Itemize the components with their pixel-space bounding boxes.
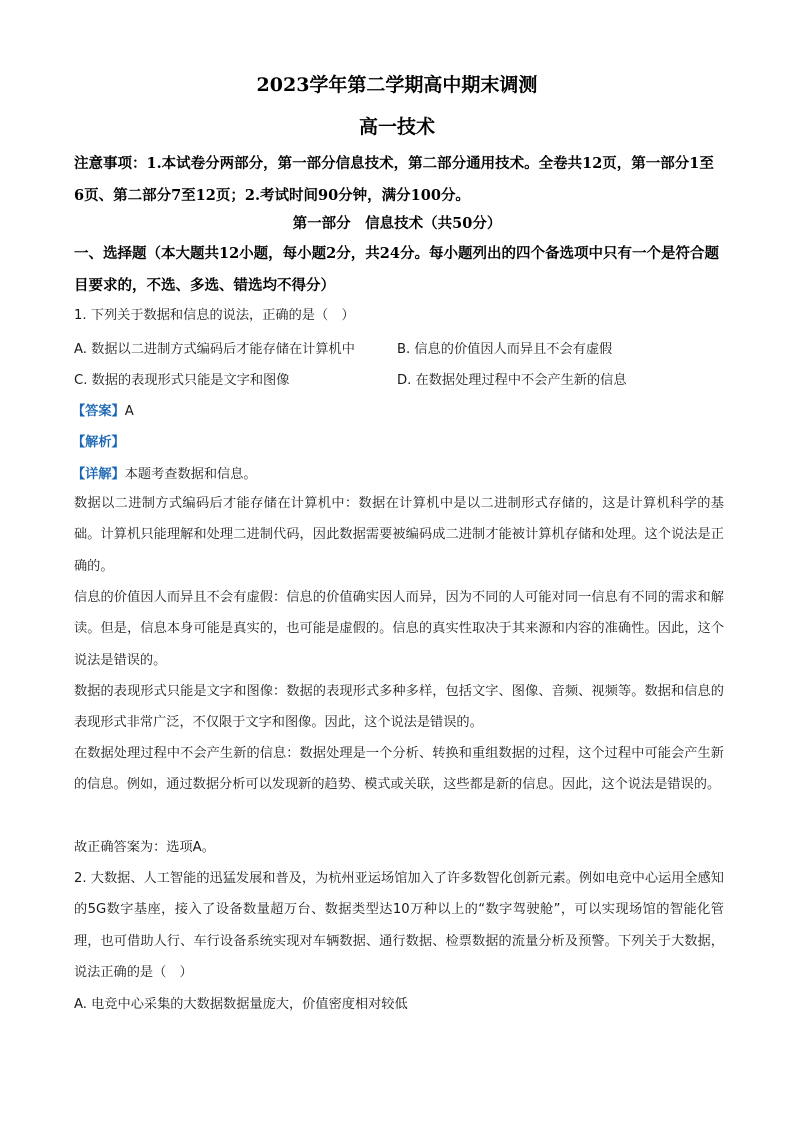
detail-line — [72, 463, 257, 482]
question-2-stem: 2. 大数据、人工智能的迅猛发展和普及，为杭州亚运场馆加入了许多数智化创新元素。例如电竞中心运用全感知的5G数字基座，接入了设备数量超万台、数据类型达10万种以上的“数字驾驶舱”，可以实现场馆的智能化管理，也可借助人行、车行设备系统实现对车辆数据、通行数据、检票数据的流量分析及预警。下列关于大数据，说法正确的是（ ） — [74, 871, 724, 980]
detail-intro: 本题考查数据和信息。 — [124, 467, 257, 482]
question-1-option-c: C. 数据的表现形式只能是文字和图像 — [74, 373, 290, 388]
question-1-option-a: A. 数据以二进制方式编码后才能存储在计算机中 — [74, 342, 355, 357]
question-1-option-d: D. 在数据处理过程中不会产生新的信息 — [397, 373, 627, 388]
section-title: 一、选择题（本大题共12小题，每小题2分，共24分。每小题列出的四个备选项中只有一个是符合题目要求的，不选、多选、错选均不得分） — [74, 245, 719, 294]
exam-notice: 注意事项：1.本试卷分两部分，第一部分信息技术，第二部分通用技术。全卷共12页，第一部分1至6页、第二部分7至12页；2.考试时间90分钟，满分100分。 — [74, 155, 714, 204]
conclusion-line: 故正确答案为：选项A。 — [74, 840, 215, 855]
explanation-paragraph-4: 在数据处理过程中不会产生新的信息：数据处理是一个分析、转换和重组数据的过程，这个过程中可能会产生新的信息。例如，通过数据分析可以发现新的趋势、模式或关联，这些都是新的信息。因此，这个说法是错误的。 — [74, 746, 724, 793]
page-subtitle: 高一技术 — [358, 116, 435, 138]
explanation-paragraph-1: 数据以二进制方式编码后才能存储在计算机中：数据在计算机中是以二进制形式存储的，这是计算机科学的基础。计算机只能理解和处理二进制代码，因此数据需要被编码成二进制才能被计算机存储和处理。这个说法是正确的。 — [74, 496, 724, 574]
explanation-paragraph-2: 信息的价值因人而异且不会有虚假：信息的价值确实因人而异，因为不同的人可能对同一信息有不同的需求和解读。但是，信息本身可能是真实的，也可能是虚假的。信息的真实性取决于其来源和内容的准确性。因此，这个说法是错误的。 — [74, 590, 724, 668]
detail-label: 【详解】 — [72, 467, 125, 482]
analysis-label: 【解析】 — [72, 435, 125, 450]
answer-label: 【答案】 — [72, 404, 125, 419]
answer-line — [72, 400, 134, 419]
question-1-stem: 1. 下列关于数据和信息的说法，正确的是（ ） — [74, 308, 355, 323]
question-2-option-a: A. 电竞中心采集的大数据数据量庞大，价值密度相对较低 — [74, 997, 408, 1012]
page-title: 2023学年第二学期高中期末调测 — [256, 74, 538, 96]
analysis-line — [72, 431, 125, 450]
part-title: 第一部分 信息技术（共50分） — [292, 215, 502, 232]
explanation-paragraph-3: 数据的表现形式只能是文字和图像：数据的表现形式多种多样，包括文字、图像、音频、视频等。数据和信息的表现形式非常广泛，不仅限于文字和图像。因此，这个说法是错误的。 — [74, 684, 724, 731]
answer-value: A — [124, 404, 134, 419]
question-1-option-b: B. 信息的价值因人而异且不会有虚假 — [397, 342, 613, 357]
